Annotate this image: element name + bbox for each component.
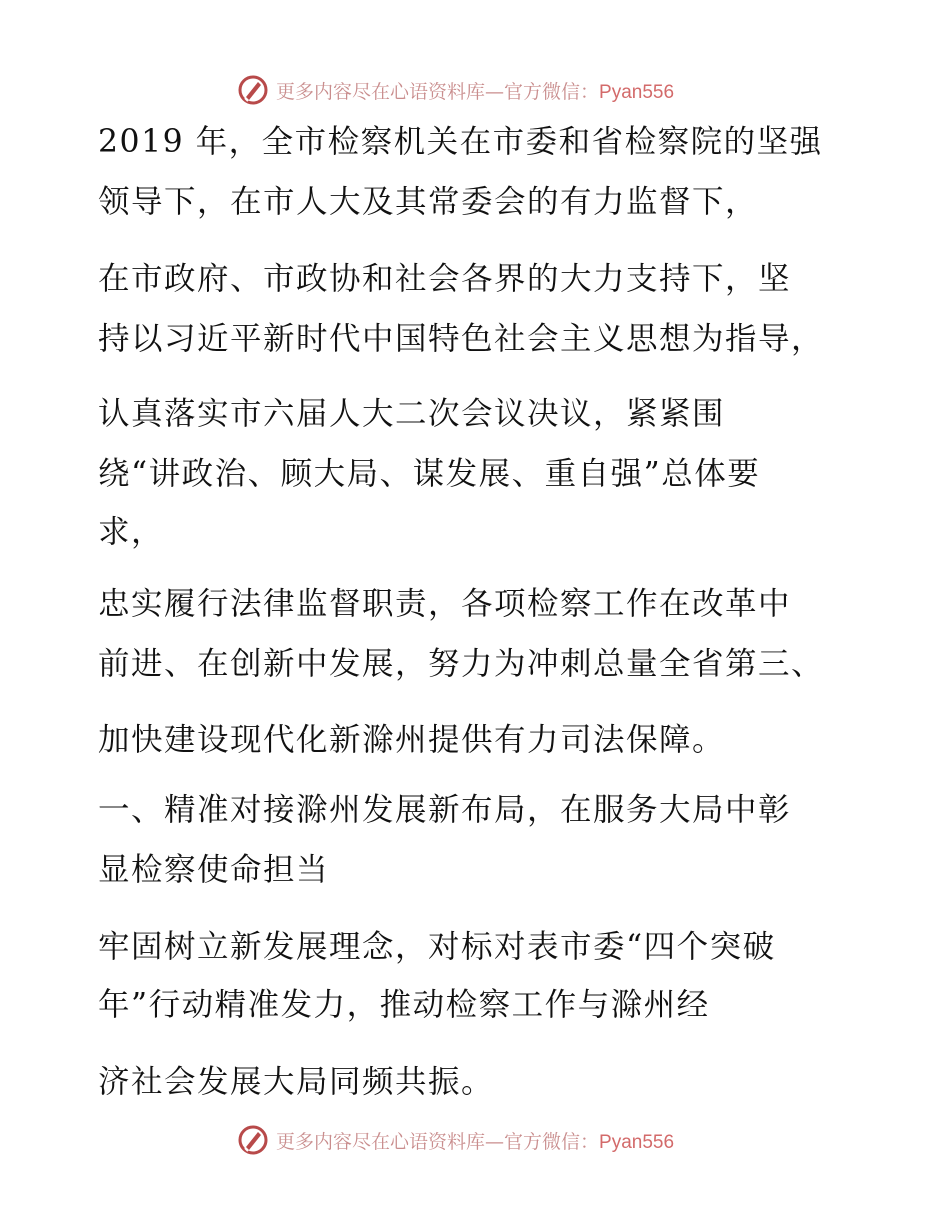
header-watermark [236,72,674,108]
text-line: 绕“讲政治、顾大局、谋发展、重自强”总体要 [98,456,761,492]
pen-logo-icon [236,73,270,107]
text-line: 持以习近平新时代中国特色社会主义思想为指导， [98,321,825,357]
text-line: 在市政府、市政协和社会各界的大力支持下，坚 [98,261,792,297]
text-line: 济社会发展大局同频共振。 [98,1064,495,1100]
section-heading-line: 显检察使命担当 [98,852,330,888]
text-line: 忠实履行法律监督职责，各项检察工作在改革中 [98,586,792,622]
watermark-text [276,1127,674,1154]
footer-watermark [236,1122,674,1158]
text-line: 求， [98,514,165,550]
text-line: 加快建设现代化新滁州提供有力司法保障。 [98,722,726,758]
watermark-handle: Pyan556 [599,81,675,103]
text-line: 牢固树立新发展理念，对标对表市委“四个突破 [98,929,776,965]
text-line: 领导下，在市人大及其常委会的有力监督下， [98,184,759,220]
text-line: 认真落实市六届人大二次会议决议，紧紧围 [98,396,726,432]
watermark-text [276,77,674,104]
text-line: 2019 年，全市检察机关在市委和省检察院的坚强 [98,124,823,160]
section-heading-line: 一、精准对接滁州发展新布局，在服务大局中彰 [98,792,792,828]
watermark-caption: 更多内容尽在心语资料库—官方微信： [276,1130,600,1153]
text-line: 年”行动精准发力，推动检察工作与滁州经 [98,987,710,1023]
watermark-handle: Pyan556 [599,1131,675,1153]
watermark-caption: 更多内容尽在心语资料库—官方微信： [276,80,600,103]
pen-logo-icon [236,1123,270,1157]
text-line: 前进、在创新中发展，努力为冲刺总量全省第三、 [98,646,825,682]
